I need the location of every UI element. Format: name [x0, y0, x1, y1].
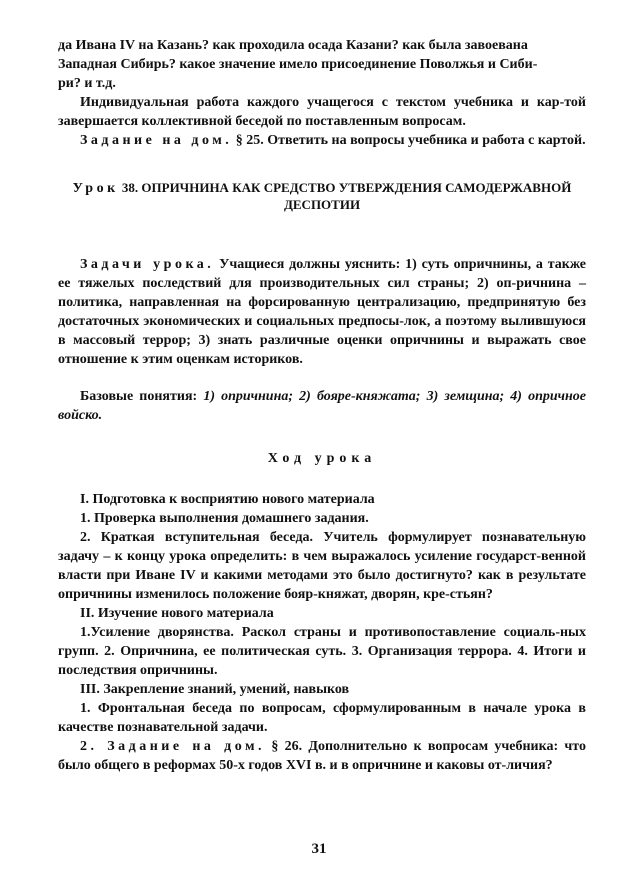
section3-homework-text: § 26. Дополнительно к вопросам учебника: что было общего в реформах 50-х годов XVI в. и в опричнине и каковы от-личия? [58, 739, 586, 773]
tasks-text: Учащиеся должны уяснить: 1) суть опричнины, а также ее тяжелых последствий для производительных сил страны; 2) оп-ричнина – политика, направленная на форсированную централизацию, предпринятую без достаточных экономических и социальных предпосы-лок, а поэтому вылившуюся в массовый террор; 3) знать различные оценки опричнины и выражать свое отношение к этим оценкам историков. [58, 257, 587, 367]
section3-item: 1. Фронтальная беседа по вопросам, сформулированным в начале урока в качестве познавательной задачи. [58, 701, 586, 735]
lesson-title-text: 38. ОПРИЧНИНА КАК СРЕДСТВО УТВЕРЖДЕНИЯ САМОДЕРЖАВНОЙ ДЕСПОТИИ [118, 180, 572, 212]
intro-paragraph [58, 36, 586, 93]
page-number: 31 [311, 841, 327, 857]
section3-item [58, 737, 586, 775]
section3-homework-label: 2. Задание на дом. [80, 739, 266, 754]
section2-title: II. Изучение нового материала [80, 606, 274, 621]
base-concepts-label: Базовые понятия: [80, 389, 198, 404]
individual-work-paragraph: Индивидуальная работа каждого учащегося с текстом учебника и кар-той завершается коллективной беседой по поставленным вопросам. [58, 95, 586, 129]
base-concepts-paragraph [58, 387, 586, 425]
homework-label: Задание на дом. [80, 133, 233, 148]
base-concepts-text: 1) опричнина; 2) бояре-княжата; 3) земщина; 4) опричное войско. [58, 389, 586, 423]
tasks-label: Задачи урока. [80, 257, 215, 272]
homework-text: § 25. Ответить на вопросы учебника и работа с картой. [232, 133, 586, 148]
intro-line: да Ивана IV на Казань? как проходила осада Казани? как была завоевана [58, 38, 528, 53]
lesson-title [58, 180, 586, 213]
section1-item: 2. Краткая вступительная беседа. Учитель формулирует познавательную задачу – к концу урока определить: в чем выражалось усиление государст-венной власти при Иване IV и какими методами это было достигнуто? как в результате опричнины изменилось положение бояр-княжат, дворян, кре-стьян? [58, 530, 586, 602]
section3-title: III. Закрепление знаний, умений, навыков [80, 682, 350, 697]
intro-line: Западная Сибирь? какое значение имело присоединение Поволжья и Сиби- [58, 57, 538, 72]
lesson-prefix: Урок [72, 181, 119, 196]
tasks-paragraph [58, 255, 586, 369]
homework-paragraph [58, 131, 586, 150]
section1-title: I. Подготовка к восприятию нового материала [80, 492, 375, 507]
section2-text: 1.Усиление дворянства. Раскол страны и противопоставление социаль-ных групп. 2. Опричнина, ее политическая суть. 3. Организация террора. 4. Итоги и последствия опричнины. [58, 625, 586, 678]
intro-line: ри? и т.д. [58, 76, 116, 91]
section1-item: 1. Проверка выполнения домашнего задания. [80, 511, 369, 526]
course-title: Ход урока [267, 451, 377, 466]
